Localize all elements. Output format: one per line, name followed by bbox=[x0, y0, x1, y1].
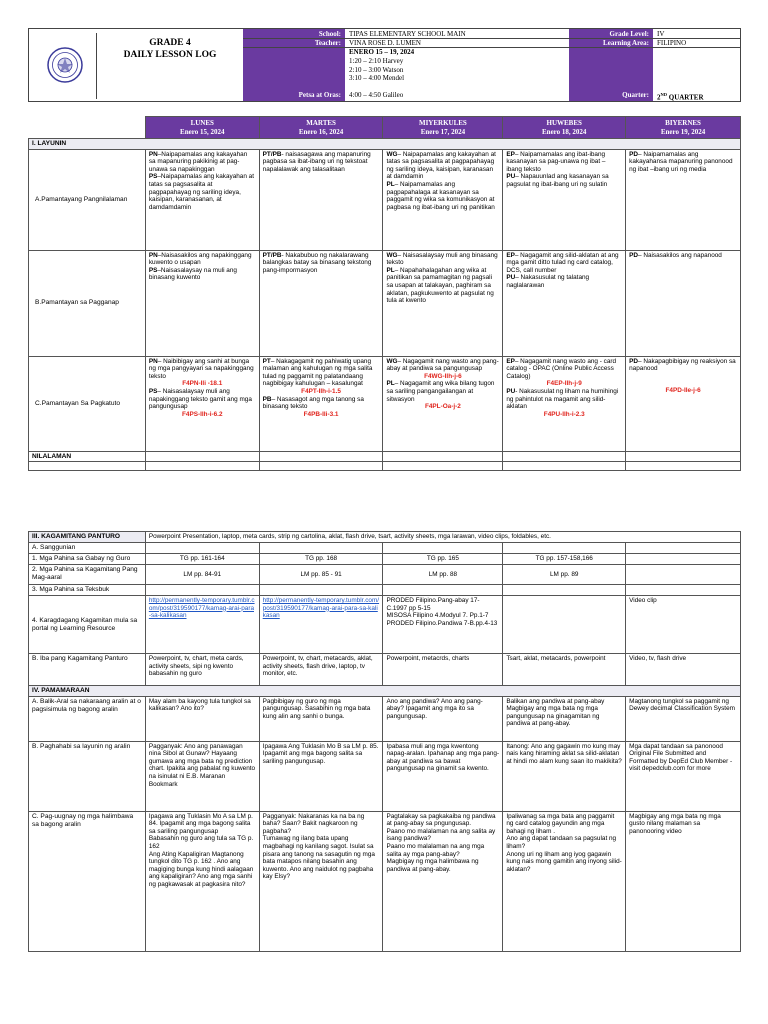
competency-code: F4PS-IIh-i-6.2 bbox=[182, 410, 223, 418]
table-row bbox=[29, 543, 741, 554]
dll-header bbox=[28, 28, 741, 102]
table-row bbox=[29, 654, 741, 686]
table-cell: PN–Naisasakilos ang napakinggang kuwento o usapan PS–Naisasalaysay na muli ang binasang kuwento bbox=[145, 250, 259, 356]
row-label: C. Pag-uugnay ng mga halimbawa sa bagong aralin bbox=[29, 811, 146, 951]
row-label: B. Iba pang Kagamitang Panturo bbox=[29, 654, 146, 686]
table-cell: PD– Naipamamalas ang kakayahansa mapanuring panonood ng ibat –ibang uri ng media bbox=[626, 149, 741, 250]
table-cell: Magtanong tungkol sa paggamit ng Dewey decimal Classification System bbox=[626, 696, 741, 741]
table-cell bbox=[626, 462, 741, 471]
table-cell bbox=[626, 554, 741, 565]
table-cell: Video, tv, flash drive bbox=[626, 654, 741, 686]
row-label: 3. Mga Pahina sa Teksbuk bbox=[29, 585, 146, 596]
day-header-biyernes: BIYERNES Enero 19, 2024 bbox=[626, 117, 741, 139]
table-cell bbox=[383, 451, 503, 462]
table-cell: LM pp. 88 bbox=[383, 565, 503, 585]
section-row-kagamitan bbox=[29, 532, 741, 543]
table-cell bbox=[503, 543, 626, 554]
table-row bbox=[29, 596, 741, 654]
resource-link[interactable]: http://permanently-temporary.tumblr.com/post/319590177/kamag-arai-para-sa-kalikasan bbox=[148, 597, 255, 620]
table-row bbox=[29, 462, 741, 471]
table-cell: WG– Naipapamalas ang kakayahan at tatas sa pagsasalita at pagpapahayag ng sariling ideya, kaisipan, karanasan at damdamin PL– Naipamamalas ang pagpapahalaga at kasanayan sa paggamit ng wika sa komunikasyon at pagbasa ng ibat-ibang uri ng panitikan bbox=[383, 149, 503, 250]
grade-level-label: Grade Level: bbox=[609, 30, 649, 38]
school-label: School: bbox=[318, 30, 341, 38]
competency-code: F4PB-IIi-3.1 bbox=[303, 410, 339, 418]
table-cell: TG pp. 161-164 bbox=[145, 554, 259, 565]
table-cell: PD– Nakapagbibigay ng reaksiyon sa napanood F4PD-IIe-j-6 bbox=[626, 356, 741, 451]
quarter-label: Quarter: bbox=[622, 91, 649, 99]
kagamitan-pamamaraan-table bbox=[28, 531, 741, 952]
table-cell: LM pp. 89 bbox=[503, 565, 626, 585]
row-label: B.Pamantayan sa Pagganap bbox=[29, 250, 146, 356]
section-label: I. LAYUNIN bbox=[29, 139, 741, 150]
quarter-value bbox=[657, 91, 704, 102]
table-cell: Video clip bbox=[626, 596, 741, 654]
competency-code: F4PN-IIi -18.1 bbox=[182, 380, 223, 388]
day-header-huwebes: HUWEBES Enero 18, 2024 bbox=[503, 117, 626, 139]
table-cell: WG– Naisasalaysay muli ang binasang teksto PL– Napahahalagahan ang wika at panitikan sa pamamagitan ng pagsali sa usapan at talakayan, paghiram sa aklatan, pagkukuwento at pagsulat ng tula at kwento bbox=[383, 250, 503, 356]
dll-title-block bbox=[97, 29, 243, 101]
competency-code: F4EP-IIh-j-9 bbox=[546, 380, 582, 388]
table-cell bbox=[626, 585, 741, 596]
table-cell bbox=[259, 543, 383, 554]
table-cell bbox=[145, 543, 259, 554]
table-cell bbox=[503, 585, 626, 596]
teacher-label: Teacher: bbox=[314, 39, 341, 47]
quarter-number: 2 bbox=[657, 93, 661, 102]
day-header-martes: MARTES Enero 16, 2024 bbox=[259, 117, 383, 139]
row-label: A. Sanggunian bbox=[29, 543, 146, 554]
table-cell: Pagbibigay ng guro ng mga pangungusap. Sasabihin ng mga bata kung alin ang sanhi o bunga. bbox=[259, 696, 383, 741]
table-cell bbox=[145, 462, 259, 471]
table-cell: Mga dapat tandaan sa panonood Original File Submitted and Formatted by DepEd Club Member - visit depedclub.com for more bbox=[626, 741, 741, 811]
dll-title: DAILY LESSON LOG bbox=[123, 50, 217, 60]
table-cell: Powerpoint, tv, chart, metacards, aklat, activity sheets, flash drive, laptop, tv monitor, etc. bbox=[259, 654, 383, 686]
day-header-lunes: LUNES Enero 15, 2024 bbox=[145, 117, 259, 139]
table-cell bbox=[259, 585, 383, 596]
teacher-value: VINA ROSE D. LUMEN bbox=[349, 39, 421, 47]
table-cell: Pagtalakay sa pagkakaiba ng pandiwa at pang-abay sa pngungusap. Paano mo malalaman na ang salita ay isang pandiwa? Paano mo malalaman na ang mga salita ay mga pang-abay? Magbigay ng mga halimbawa ng pandiwa at pang-abay. bbox=[383, 811, 503, 951]
schedule-2: 2:10 – 3:00 Watson bbox=[349, 65, 404, 74]
table-cell bbox=[626, 451, 741, 462]
school-value: TIPAS ELEMENTARY SCHOOL MAIN bbox=[349, 30, 466, 38]
table-row bbox=[29, 149, 741, 250]
table-cell bbox=[626, 565, 741, 585]
row-label: 4. Karagdagang Kagamitan mula sa portal ng Learning Resource bbox=[29, 596, 146, 654]
section-label: III. KAGAMITANG PANTURO bbox=[29, 532, 146, 543]
table-cell: Magbigay ang mga bata ng mga gusto nilang malaman sa panonooring video bbox=[626, 811, 741, 951]
table-cell: Ipagawa Ang Tuklasin Mo B sa LM p. 85. Ipagamit ang mga bagong salita sa sariling pangungusap. bbox=[259, 741, 383, 811]
table-cell: EP– Nagagamit nang wasto ang - card catalog - OPAC (Online Public Access Catalog) F4EP-IIh-j-9 PU- Nakasusulat ng liham na humihingi ng pahintulot na magamit ang silid-aklatan F4PU-IIh-i-2.3 bbox=[503, 356, 626, 451]
table-cell: PD– Naisasakilos ang napanood bbox=[626, 250, 741, 356]
table-cell bbox=[626, 543, 741, 554]
table-cell: TG pp. 168 bbox=[259, 554, 383, 565]
table-row bbox=[29, 811, 741, 951]
table-cell: LM pp. 85 - 91 bbox=[259, 565, 383, 585]
table-cell: Pagganyak: Nakaranas ka na ba ng baha? Saan? Bakit nagkaroon ng pagbaha? Tumawag ng ilang bata upang magbahagi ng kanilang sagot. Isulat sa pisara ang tanong na sasagutin ng mga bata matapos nilang basahin ang kuwento. Ano ang naidulot ng pagbaha kay Elsy? bbox=[259, 811, 383, 951]
table-cell: Powerpoint, metacrds, charts bbox=[383, 654, 503, 686]
deped-seal-logo bbox=[33, 33, 97, 99]
grade-level-value: IV bbox=[657, 30, 665, 38]
row-label: 2. Mga Pahina sa Kagamitang Pang Mag-aaral bbox=[29, 565, 146, 585]
table-cell: Itanong: Ano ang gagawin mo kung may nais kang hiraming aklat sa silid-aklatan at hindi mo alam kung saan ito makikita? bbox=[503, 741, 626, 811]
table-cell bbox=[145, 451, 259, 462]
schedule-4: 4:00 – 4:50 Galileo bbox=[349, 91, 404, 99]
grade-title: GRADE 4 bbox=[149, 38, 191, 48]
table-cell: Ipaliwanag sa mga bata ang paggamit ng card catalog gayundin ang mga bahagi ng liham . Ano ang dapat tandaan sa pagsulat ng liham? Anong uri ng liham ang iyog gagawin kung nais mong gamitin ang inyong silid-aklatan? bbox=[503, 811, 626, 951]
table-row bbox=[29, 451, 741, 462]
row-label: B. Paghahabi sa layunin ng aralin bbox=[29, 741, 146, 811]
schedule-3: 3:10 – 4:00 Mendel bbox=[349, 74, 405, 82]
table-cell bbox=[503, 462, 626, 471]
table-row bbox=[29, 696, 741, 741]
kagamitan-summary: Powerpoint Presentation, laptop, meta cards, strip ng cartolina, aklat, flash drive, tsart, activity sheets, mga larawan, video clips, foldables, etc. bbox=[145, 532, 740, 543]
competency-code: F4PD-IIe-j-6 bbox=[665, 386, 701, 394]
table-cell bbox=[29, 462, 146, 471]
resource-link[interactable]: http://permanently-temporary.tumblr.com/post/319590177/kamag-arai-para-sa-kalikasan bbox=[262, 597, 380, 620]
day-header-row bbox=[29, 117, 741, 139]
quarter-sup: ND bbox=[660, 92, 667, 97]
row-label: NILALAMAN bbox=[29, 451, 146, 462]
row-label: C.Pamantayan Sa Pagkatuto bbox=[29, 356, 146, 451]
section-row-layunin bbox=[29, 139, 741, 150]
table-cell: PT– Nakagagamit ng pahiwatig upang malaman ang kahulugan ng mga salita tulad ng paggamit ng palatandaang nagbibigay kahulugan – kasalungat F4PT-IIh-i-1.5 PB– Nasasagot ang mga tanong sa binasang teksto F4PB-IIi-3.1 bbox=[259, 356, 383, 451]
schedule-1: 1:20 – 2:10 Harvey bbox=[349, 57, 404, 65]
table-cell: Tsart, aklat, metacards, powerpoint bbox=[503, 654, 626, 686]
learning-area-label: Learning Area: bbox=[603, 39, 649, 47]
competency-code: F4PT-IIh-i-1.5 bbox=[301, 387, 341, 395]
table-cell bbox=[503, 451, 626, 462]
table-cell: EP– Naipamamalas ang ibat-ibang kasanayan sa pag-unawa ng ibat – ibang teksto PU– Napauunlad ang kasanayan sa pagsulat ng ibat-ibang uri ng sulatin bbox=[503, 149, 626, 250]
quarter-word: QUARTER bbox=[667, 93, 704, 102]
row-label: A.Pamantayang Pangnilalaman bbox=[29, 149, 146, 250]
table-row bbox=[29, 554, 741, 565]
layunin-table bbox=[28, 116, 741, 471]
table-cell: PRODED Filipino.Pang-abay 17-C.1997 pp 5-15 MISOSA Filipino 4.Modyul 7. Pp.1-7 PRODED Filipino.Pandiwa 7-B.pp.4-13 bbox=[383, 596, 503, 654]
table-cell bbox=[259, 451, 383, 462]
row-label: A. Balik-Aral sa nakaraang aralin at o pagsisimula ng bagong aralin bbox=[29, 696, 146, 741]
table-cell: PT/PB- Nakabubuo ng nakalarawang balangkas batay sa binasang tekstong pang-impormasyon bbox=[259, 250, 383, 356]
table-cell bbox=[383, 585, 503, 596]
table-cell: EP– Nagagamit ang silid-aklatan at ang mga gamit ditto tulad ng card catalog, DCS, call number PU– Nakasusulat ng talatang naglalarawan bbox=[503, 250, 626, 356]
competency-code: F4PL-Oa-j-2 bbox=[424, 403, 461, 411]
table-cell: Ipabasa muli ang mga kwentong napag-aralan. Ipahanap ang mga pang-abay at pandiwa sa bawat pangungusap na ginamit sa kwento. bbox=[383, 741, 503, 811]
table-cell: PT/PB- naisasagawa ang mapanuring pagbasa sa ibat-ibang uri ng tekstoat napalalawak ang talasalitaan bbox=[259, 149, 383, 250]
table-cell: Ipagawa ang Tuklasin Mo A sa LM p. 84. Ipagamit ang mga bagong salita sa sariling pangungusap Babasahin ng guro ang tula sa TG p. 162 Ang Ating Kapaligiran Magtanong tungkol dito TG p. 162 . Ano ang magiging bunga kung hindi aalagaan ang kapaligiran? Ano ang mga sanhi ng pagkawasak at pagkasira nito? bbox=[145, 811, 259, 951]
table-row bbox=[29, 585, 741, 596]
table-cell: PN–Naipapamalas ang kakayahan sa mapanuring pakikinig at pag-unawa sa napakinggan PS–Naipapamalas ang kakayahan at tatas sa pagsasalita at pagpapahayag ng sariling ideya, kaisipan, karanasanan, at damdamdamin bbox=[145, 149, 259, 250]
table-cell: Pagganyak: Ano ang panawagan nina Sibol at Gunaw? Hayaang gumawa ang mga bata ng prediction chart. Ipakita ang pabalat ng kuwento na isinulat ni E.B. Maranan Bookmark bbox=[145, 741, 259, 811]
table-cell: WG– Nagagamit nang wasto ang pang-abay at pandiwa sa pangungusap F4WG-IIh-j-6 PL– Nagagamit ang wika bilang tugon sa sariling pangangailangan at sitwasyon F4PL-Oa-j-2 bbox=[383, 356, 503, 451]
section-label: IV. PAMAMARAAN bbox=[29, 686, 741, 697]
row-label: 1. Mga Pahina sa Gabay ng Guro bbox=[29, 554, 146, 565]
table-row bbox=[29, 250, 741, 356]
table-cell: PN– Naibibigay ang sanhi at bunga ng mga pangyayari sa napakinggang teksto F4PN-IIi -18.1 PS– Naisasalaysay muli ang napakinggang teksto gamit ang mga pangungusap F4PS-IIh-i-6.2 bbox=[145, 356, 259, 451]
table-cell: Ano ang pandiwa? Ano ang pang-abay? Ipagamit ang mga ito sa pangungusap. bbox=[383, 696, 503, 741]
table-cell bbox=[383, 543, 503, 554]
table-cell bbox=[503, 596, 626, 654]
table-cell bbox=[145, 596, 259, 654]
table-cell: Powerpoint, tv, chart, meta cards, activity sheets, sipi ng kwento babasahin ng guro bbox=[145, 654, 259, 686]
header-meta bbox=[243, 29, 741, 101]
table-cell: TG pp. 157-158,166 bbox=[503, 554, 626, 565]
table-cell bbox=[259, 462, 383, 471]
section-row-pamamaraan bbox=[29, 686, 741, 697]
table-row bbox=[29, 356, 741, 451]
seal-icon bbox=[47, 47, 83, 83]
petsa-label: Petsa at Oras: bbox=[298, 91, 341, 99]
corner-cell bbox=[29, 117, 146, 139]
learning-area-value: FILIPINO bbox=[657, 39, 687, 47]
date-range: ENERO 15 – 19, 2024 bbox=[349, 48, 415, 56]
table-cell bbox=[259, 596, 383, 654]
table-row bbox=[29, 565, 741, 585]
table-row bbox=[29, 741, 741, 811]
day-header-miyerkules: MIYERKULES Enero 17, 2024 bbox=[383, 117, 503, 139]
table-cell: LM pp. 84-91 bbox=[145, 565, 259, 585]
table-cell bbox=[383, 462, 503, 471]
competency-code: F4WG-IIh-j-6 bbox=[424, 372, 462, 380]
table-cell: TG pp. 165 bbox=[383, 554, 503, 565]
table-cell: May alam ba kayong tula tungkol sa kalikasan? Ano ito? bbox=[145, 696, 259, 741]
table-cell: Balikan ang pandiwa at pang-abay Magbigay ang mga bata ng mga pangungusap na ginagamitan ng pandiwa at pang-abay. bbox=[503, 696, 626, 741]
competency-code: F4PU-IIh-i-2.3 bbox=[543, 410, 585, 418]
table-cell bbox=[145, 585, 259, 596]
